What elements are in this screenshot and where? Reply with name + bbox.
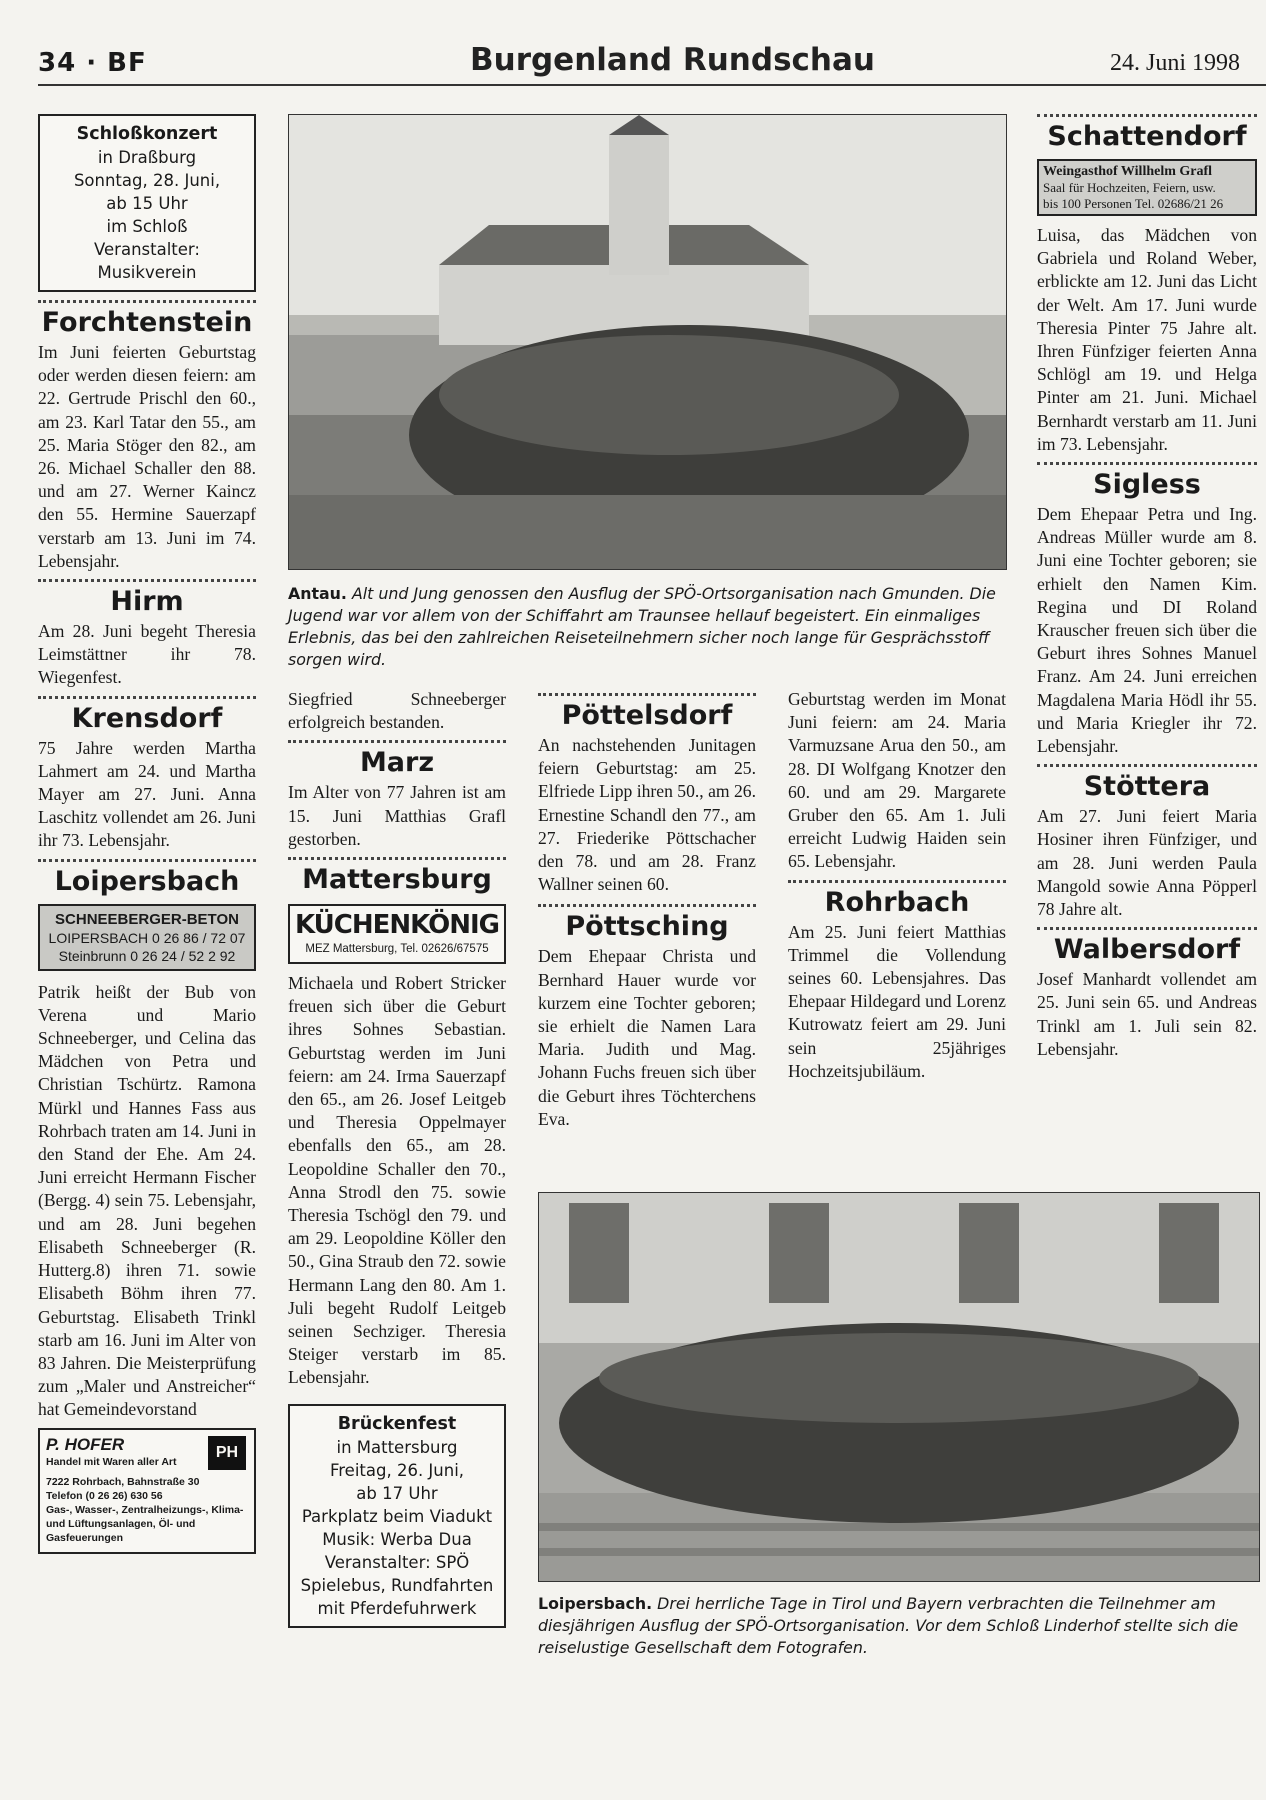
- section-text-rohrbach: Am 25. Juni feiert Matthias Trimmel die Vollendung seines 60. Lebensjahres. Das Ehepaar Hildegard und Lorenz Kutrowatz feiert am 29. Juni sein 25jähriges Hochzeitsjubiläum.: [788, 921, 1006, 1081]
- newspaper-title: Burgenland Rundschau: [470, 42, 875, 78]
- section-text-poettelsdorf: An nachstehenden Junitagen feiern Geburtstag: am 25. Elfriede Lipp ihren 50., am 26. Ernestine Schandl den 77., am 27. Friederike Pöttschacher den 78. und am 28. Franz Wallner seinen 60.: [538, 735, 756, 895]
- issue-date: 24. Juni 1998: [1110, 50, 1241, 76]
- divider: [1037, 462, 1257, 465]
- divider: [1037, 764, 1257, 767]
- section-title-krensdorf: Krensdorf: [71, 702, 223, 734]
- event-line: in Mattersburg: [336, 1437, 458, 1457]
- event-title: Brückenfest: [337, 1413, 457, 1434]
- ad-line: Handel mit Waren aller Art: [46, 1455, 177, 1468]
- event-box-schlosskonzert: [38, 114, 256, 292]
- ad-line: Saal für Hochzeiten, Feiern, usw.: [1043, 180, 1216, 195]
- section-text-continued: Siegfried Schneeberger erfolgreich bestanden.: [288, 689, 506, 733]
- section-title-walbersdorf: Walbersdorf: [1053, 934, 1241, 966]
- ad-line: MEZ Mattersburg, Tel. 02626/67575: [305, 943, 489, 956]
- photo-caption-loipersbach: [538, 1593, 1260, 1659]
- section-text-mattersburg: Michaela und Robert Stricker freuen sich über die Geburt ihres Sohnes Sebastian. Geburtstag werden im Juni feiern: am 24. Irma Sauerzapf den 65., am 26. Josef Leitgeb und Theresia Oppelmayer ebenfalls den 65., am 28. Leopoldine Schaller den 70., Anna Strodl den 75. sowie Theresia Tschögl den 79. und am 29. Leopoldine Köller den 50., Gina Straub den 72. sowie Hermann Lang den 80. Am 1. Juli begeht Rudolf Leitgeb seinen Sechziger. Theresia Steiger verstarb im 85. Lebensjahr.: [288, 973, 506, 1388]
- divider: [538, 693, 756, 696]
- ad-title: Weingasthof Willhelm Grafl: [1043, 164, 1213, 179]
- section-title-sigless: Sigless: [1093, 469, 1201, 501]
- event-line: im Schloß: [106, 217, 188, 236]
- ad-line: Telefon (0 26 26) 630 56: [46, 1489, 163, 1502]
- section-title-loipersbach: Loipersbach: [54, 865, 240, 897]
- section-title-stoettera: Stöttera: [1083, 771, 1211, 803]
- column-4: [788, 688, 1006, 1083]
- ad-title: KÜCHENKÖNIG: [294, 910, 500, 941]
- event-line: Musik: Werba Dua: [322, 1529, 472, 1549]
- divider: [38, 579, 256, 582]
- section-title-poettsching: Pöttsching: [565, 911, 729, 943]
- column-2: [288, 688, 506, 1628]
- divider: [38, 696, 256, 699]
- section-text-krensdorf: 75 Jahre werden Martha Lahmert am 24. und Martha Mayer am 27. Juni. Anna Laschitz vollendet am 26. Juni ihr 73. Lebensjahr.: [38, 737, 256, 851]
- section-text-sigless: Dem Ehepaar Petra und Ing. Andreas Müller wurde am 8. Juni eine Tochter geboren; sie erhielt den Namen Kim. Regina und DI Roland Krauscher freuen sich über die Geburt ihres Sohnes Manuel Franz. Am 24. Juni erreichen Magdalena Maria Hödl ihr 55. und Maria Kriegler ihr 72. Lebensjahr.: [1037, 504, 1257, 757]
- section-title-hirm: Hirm: [110, 586, 184, 618]
- event-box-brueckenfest: [288, 1404, 506, 1628]
- divider: [788, 880, 1006, 883]
- hofer-logo: PH: [208, 1436, 246, 1470]
- event-line: in Draßburg: [97, 148, 197, 167]
- section-text-stoettera: Am 27. Juni feiert Maria Hosiner ihren Fünfziger, und am 28. Juni werden Paula Mangold sowie Anna Pöpperl 78 Jahre alt.: [1037, 806, 1257, 920]
- event-line: Musikverein: [97, 263, 197, 282]
- event-line: Freitag, 26. Juni,: [329, 1460, 465, 1480]
- ad-title: SCHNEEBERGER-BETON: [55, 910, 239, 928]
- section-title-poettelsdorf: Pöttelsdorf: [561, 700, 733, 731]
- divider: [538, 904, 756, 907]
- section-text-walbersdorf: Josef Manhardt vollendet am 25. Juni sein 65. und Andreas Trinkl am 1. Juli sein 82. Lebensjahr.: [1037, 969, 1257, 1059]
- event-line: Parkplatz beim Viadukt: [301, 1506, 493, 1526]
- section-text-continued: Geburtstag werden im Monat Juni feiern: am 24. Maria Varmuzsane Arua den 50., am 28. DI Wolfgang Knotzer den 60. und am 29. Margarete Gruber den 65. Am 1. Juli erreicht Ludwig Haiden sein 65. Lebensjahr.: [788, 689, 1006, 872]
- event-line: Veranstalter: SPÖ: [324, 1552, 470, 1572]
- column-1: [38, 114, 256, 1554]
- section-text-forchtenstein: Im Juni feierten Geburtstag oder werden diesen feiern: am 22. Gertrude Prischl den 60., am 23. Karl Tatar den 55., am 25. Maria Stöger den 82., am 26. Michael Schaller den 88. und am 27. Werner Kaincz den 55. Hermine Sauerzapf verstarb am 13. Juni im 74. Lebensjahr.: [38, 342, 256, 571]
- ad-line: bis 100 Personen Tel. 02686/21 26: [1043, 196, 1224, 211]
- event-line: Veranstalter:: [94, 240, 200, 259]
- event-line: ab 15 Uhr: [106, 194, 188, 213]
- section-text-marz: Im Alter von 77 Jahren ist am 15. Juni Matthias Grafl gestorben.: [288, 782, 506, 849]
- section-title-forchtenstein: Forchtenstein: [41, 307, 253, 338]
- column-5: [1037, 114, 1257, 1061]
- ad-kuechenkoenig: [288, 904, 506, 964]
- event-line: Sonntag, 28. Juni,: [73, 171, 221, 190]
- caption-place: Loipersbach.: [538, 1594, 653, 1613]
- ad-line: 7222 Rohrbach, Bahnstraße 30: [46, 1475, 200, 1488]
- divider: [288, 740, 506, 743]
- caption-text: Drei herrliche Tage in Tirol und Bayern verbrachten die Teilnehmer am diesjährigen Ausflug der SPÖ-Ortsorganisation. Vor dem Schloß Linderhof stellte sich die reiselustige Gesellschaft dem Fotografen.: [538, 1594, 1239, 1657]
- section-text-poettsching: Dem Ehepaar Christa und Bernhard Hauer wurde vor kurzem eine Tochter geboren; sie erhielt die Namen Lara Maria. Judith und Mag. Johann Fuchs freuen sich über die Geburt ihres Töchterchens Eva.: [538, 946, 756, 1129]
- divider: [1037, 114, 1257, 117]
- section-text-schattendorf: Luisa, das Mädchen von Gabriela und Roland Weber, erblickte am 12. Juni das Licht der Welt. Am 17. Juni wurde Theresia Pinter 75 Jahre alt. Ihren Fünfziger feierten Anna Schlögl am 19. und Helga Pinter am 21. Juni. Michael Bernhardt verstarb am 11. Juni im 73. Lebensjahr.: [1037, 225, 1257, 454]
- event-title: Schloßkonzert: [76, 124, 218, 144]
- page-number: 34 · BF: [38, 48, 147, 78]
- caption-place: Antau.: [288, 584, 347, 603]
- ad-title: P. HOFER: [46, 1434, 125, 1454]
- section-text-hirm: Am 28. Juni begeht Theresia Leimstättner ihr 78. Wiegenfest.: [38, 621, 256, 688]
- ad-hofer: [38, 1428, 256, 1554]
- event-line: Spielebus, Rundfahrten mit Pferdefuhrwerk: [300, 1575, 494, 1618]
- header-rule: [38, 84, 1266, 86]
- ad-weingasthof: [1037, 159, 1257, 216]
- divider: [38, 859, 256, 862]
- section-text-loipersbach: Patrik heißt der Bub von Verena und Mario Schneeberger, und Celina das Mädchen von Petra und Christian Tschürtz. Ramona Mürkl und Hannes Fass aus Rohrbach traten am 14. Juni in den Stand der Ehe. Am 24. Juni erreicht Hermann Fischer (Bergg. 4) sein 75. Lebensjahr, und am 28. Juni begehen Elisabeth Schneeberger (R. Hutterg.8) ihren 71. sowie Elisabeth Böhm ihren 77. Geburtstag. Elisabeth Trinkl starb am 16. Juni im Alter von 83 Jahren. Die Meisterprüfung zum „Maler und Anstreicher“ hat Gemeindevorstand: [38, 981, 256, 1420]
- section-title-marz: Marz: [359, 747, 435, 779]
- photo-caption-antau: [288, 583, 1012, 671]
- ad-line: Steinbrunn 0 26 24 / 52 2 92: [58, 947, 236, 964]
- ad-schneeberger-beton: [38, 904, 256, 971]
- section-title-rohrbach: Rohrbach: [824, 886, 970, 918]
- column-3: [538, 688, 756, 1131]
- ad-line: Gas-, Wasser-, Zentralheizungs-, Klima- und Lüftungsanlagen, Öl- und Gasfeuerungen: [46, 1503, 244, 1544]
- divider: [288, 857, 506, 860]
- section-title-mattersburg: Mattersburg: [302, 864, 492, 896]
- divider: [38, 300, 256, 303]
- photo-antau-group: [288, 114, 1007, 570]
- section-title-schattendorf: Schattendorf: [1047, 121, 1247, 152]
- photo-loipersbach-group: [538, 1192, 1260, 1582]
- divider: [1037, 927, 1257, 930]
- caption-text: Alt und Jung genossen den Ausflug der SPÖ-Ortsorganisation nach Gmunden. Die Jugend war vor allem von der Schiffahrt am Traunsee hellauf begeistert. Ein einmaliges Erlebnis, das bei den zahlreichen Reiseteilnehmern sicher noch lange für Gesprächsstoff sorgen wird.: [288, 584, 996, 669]
- ad-line: LOIPERSBACH 0 26 86 / 72 07: [48, 929, 246, 946]
- event-line: ab 17 Uhr: [356, 1483, 438, 1503]
